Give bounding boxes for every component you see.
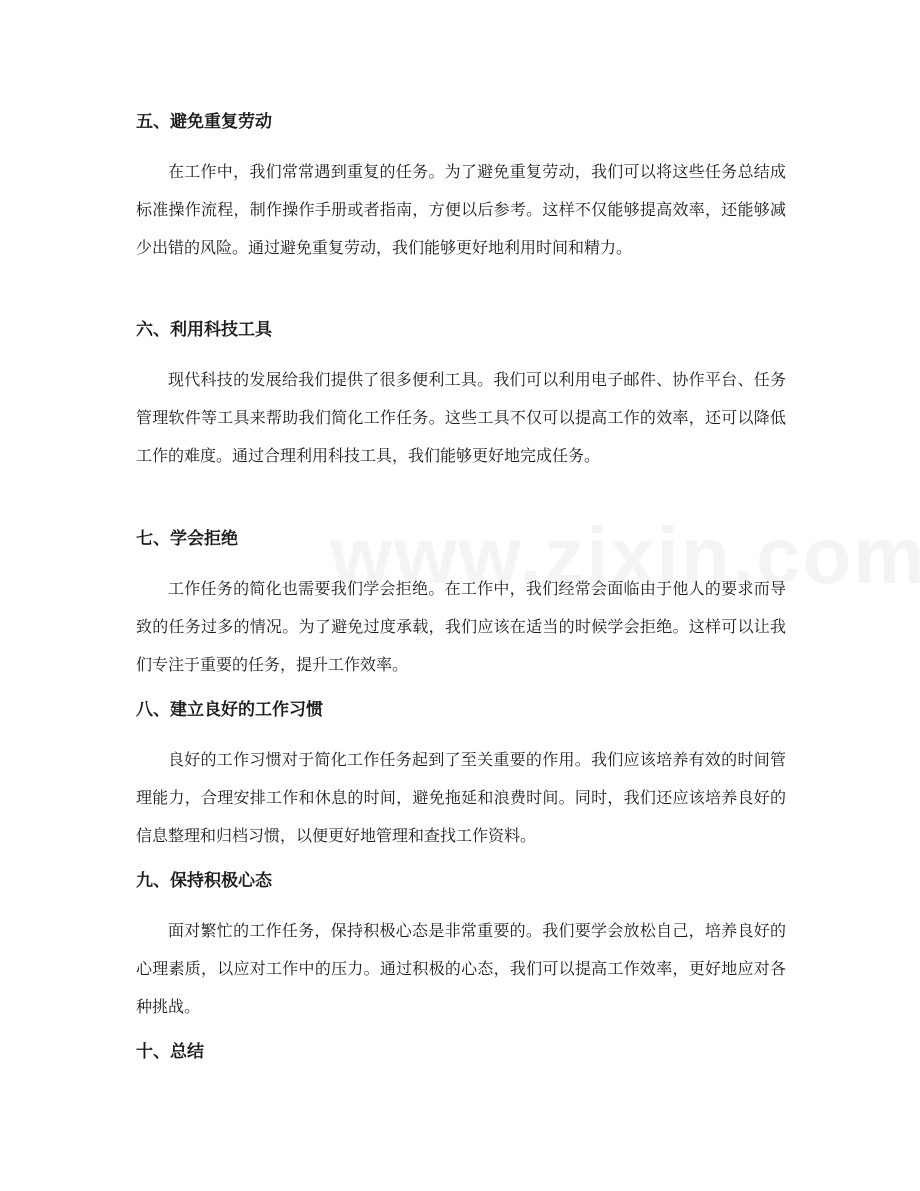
section-paragraph: 现代科技的发展给我们提供了很多便利工具。我们可以利用电子邮件、协作平台、任务管理软件等工具来帮助我们简化工作任务。这些工具不仅可以提高工作的效率，还可以降低工作的难度。通过合理利用科技工具，我们能够更好地完成任务。	[136, 370, 786, 465]
section-heading: 六、利用科技工具	[136, 320, 272, 340]
section-heading: 八、建立良好的工作习惯	[136, 700, 323, 720]
section-paragraph: 面对繁忙的工作任务，保持积极心态是非常重要的。我们要学会放松自己，培养良好的心理素质，以应对工作中的压力。通过积极的心态，我们可以提高工作效率，更好地应对各种挑战。	[136, 921, 786, 1016]
section-heading: 九、保持积极心态	[136, 871, 272, 891]
section-paragraph: 良好的工作习惯对于简化工作任务起到了至关重要的作用。我们应该培养有效的时间管理能力，合理安排工作和休息的时间，避免拖延和浪费时间。同时，我们还应该培养良好的信息整理和归档习惯，以便更好地管理和查找工作资料。	[136, 750, 786, 845]
section-heading: 五、避免重复劳动	[136, 112, 272, 132]
section-paragraph: 工作任务的简化也需要我们学会拒绝。在工作中，我们经常会面临由于他人的要求而导致的任务过多的情况。为了避免过度承载，我们应该在适当的时候学会拒绝。这样可以让我们专注于重要的任务，提升工作效率。	[136, 579, 786, 674]
section-heading: 七、学会拒绝	[136, 529, 238, 549]
section-paragraph: 在工作中，我们常常遇到重复的任务。为了避免重复劳动，我们可以将这些任务总结成标准操作流程，制作操作手册或者指南，方便以后参考。这样不仅能够提高效率，还能够减少出错的风险。通过避免重复劳动，我们能够更好地利用时间和精力。	[136, 162, 786, 257]
section-heading: 十、总结	[136, 1042, 204, 1062]
